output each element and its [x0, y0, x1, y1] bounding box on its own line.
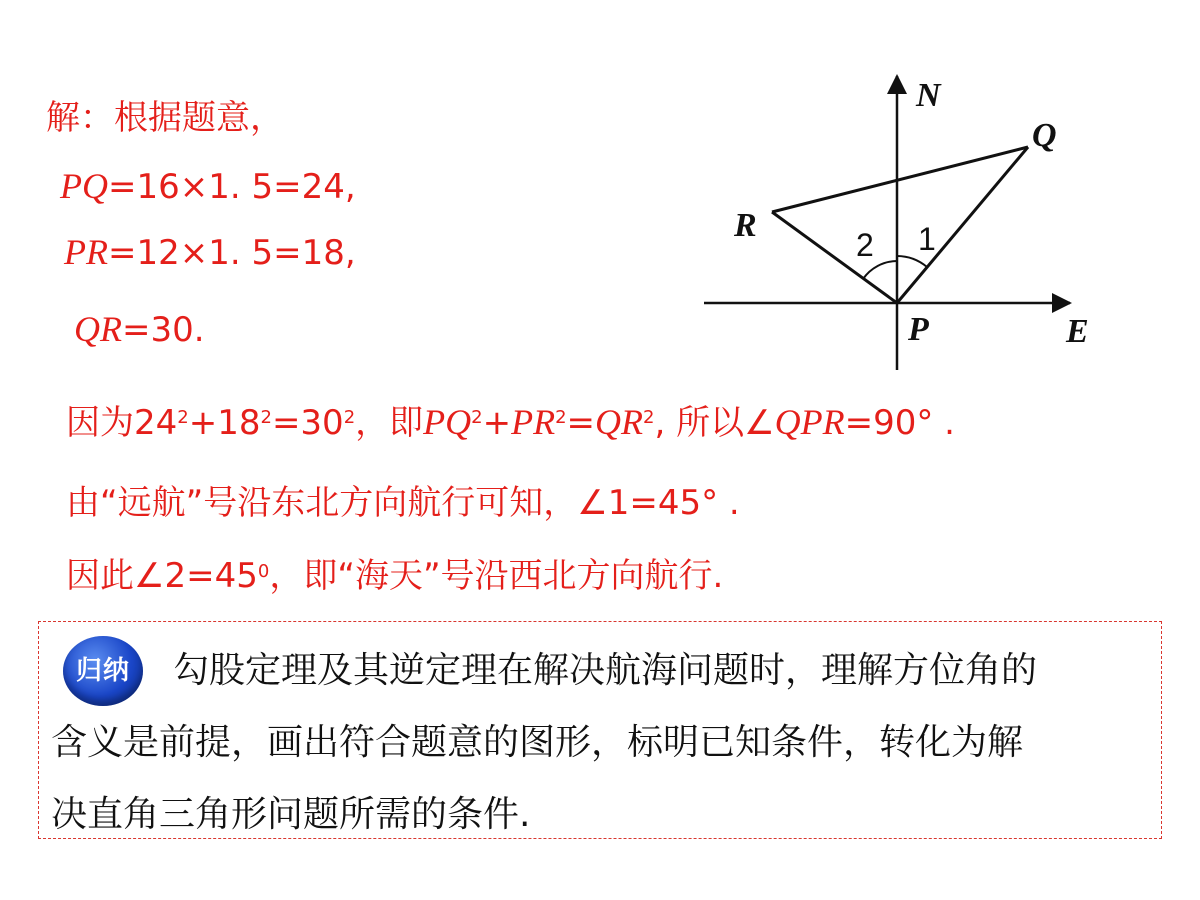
- label-p: P: [908, 311, 929, 348]
- label-q: Q: [1032, 117, 1057, 154]
- pr-expression: =12×1. 5=18,: [107, 233, 356, 273]
- plus-sign: +: [482, 403, 512, 443]
- superscript-2: 2: [471, 407, 483, 428]
- angle-1-arc: [897, 256, 927, 267]
- comma-ji: ，即: [355, 403, 424, 443]
- pr-variable: PR: [511, 402, 556, 442]
- haitian-text-a: 因此∠2=45: [66, 556, 258, 596]
- pr-equation: [64, 232, 356, 273]
- label-r: R: [734, 207, 757, 244]
- superscript-2: 2: [643, 407, 655, 428]
- haitian-text-b: ，即“海天”号沿西北方向航行.: [269, 556, 724, 596]
- bearing-diagram: [690, 60, 1130, 380]
- haitian-line: [66, 556, 723, 596]
- qr-expression: =30.: [122, 310, 205, 350]
- superscript-0: 0: [257, 561, 270, 582]
- because-line: [66, 402, 955, 443]
- equals-sign: =: [566, 403, 596, 443]
- segment-pq: [897, 147, 1028, 303]
- plus-18: +18: [188, 403, 261, 443]
- angle-2-arc: [863, 261, 897, 279]
- yuanhang-line: [66, 483, 740, 523]
- qpr-variable: QPR: [774, 402, 845, 442]
- qr-variable: QR: [595, 402, 644, 442]
- summary-line-3: 决直角三角形问题所需的条件.: [51, 794, 531, 835]
- segment-pr: [772, 212, 897, 303]
- yuanhang-text: 由“远航”号沿东北方向航行可知，∠1=45° .: [66, 483, 740, 523]
- solution-intro: [46, 98, 284, 138]
- superscript-2: 2: [555, 407, 567, 428]
- qr-equation: [74, 309, 205, 350]
- summary-line-2: 含义是前提，画出符合题意的图形，标明已知条件，转化为解: [51, 722, 1024, 763]
- qr-variable: QR: [74, 309, 122, 349]
- segment-qr: [772, 147, 1028, 212]
- pq-variable: PQ: [423, 402, 472, 442]
- label-angle-1: 1: [918, 221, 936, 257]
- summary-badge: [63, 636, 143, 706]
- label-angle-2: 2: [856, 227, 874, 263]
- pq-variable: PQ: [60, 166, 108, 206]
- label-n: N: [916, 77, 941, 114]
- because-prefix: 因为24: [66, 403, 178, 443]
- pr-variable: PR: [64, 232, 108, 272]
- superscript-2: 2: [177, 407, 189, 428]
- equals-90-degrees: =90° .: [844, 403, 955, 443]
- summary-box: [38, 621, 1162, 839]
- intro-text: 解：根据题意，: [46, 98, 284, 138]
- label-e: E: [1066, 313, 1089, 350]
- superscript-2: 2: [260, 407, 272, 428]
- pq-equation: [60, 166, 356, 207]
- badge-label: 归纳: [75, 656, 130, 686]
- pq-expression: =16×1. 5=24,: [108, 167, 356, 207]
- summary-line-1: 勾股定理及其逆定理在解决航海问题时，理解方位角的: [173, 650, 1038, 691]
- equals-30: =30: [271, 403, 344, 443]
- so-angle: , 所以∠: [654, 403, 775, 443]
- superscript-2: 2: [343, 407, 356, 428]
